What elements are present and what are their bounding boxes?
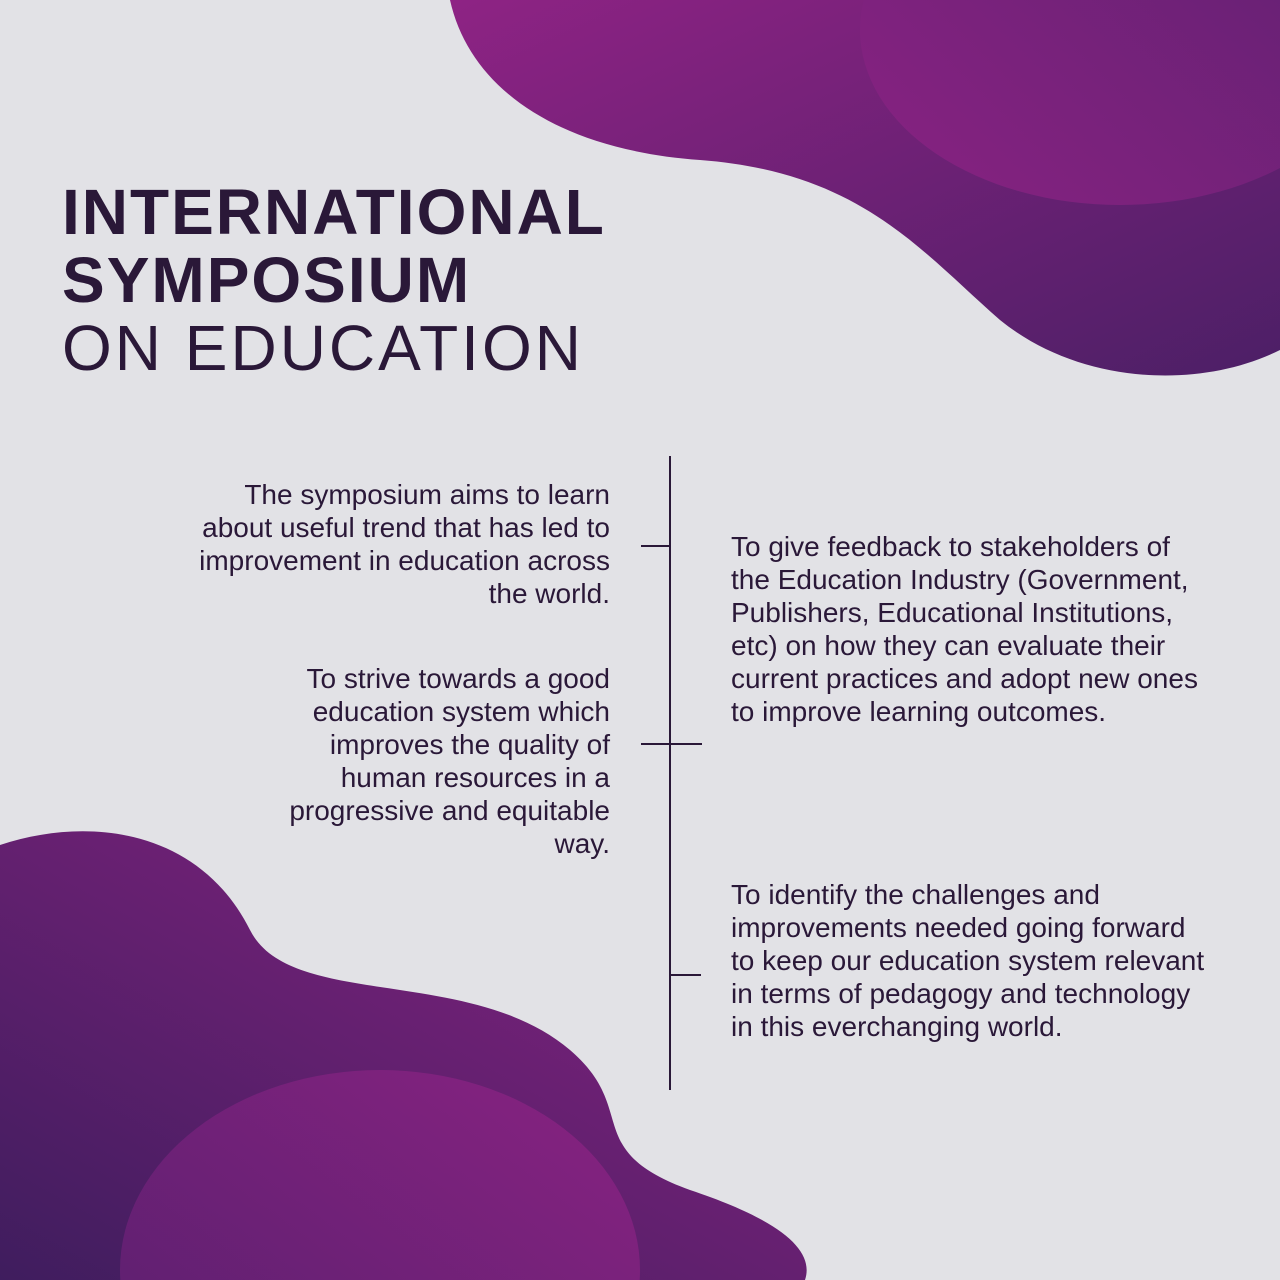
title-line-3: ON EDUCATION: [62, 312, 584, 384]
timeline-tick-2: [641, 743, 702, 745]
objective-strive: To strive towards a good education system which improves the quality of human resources in a progressive and equitable way.: [289, 663, 610, 859]
timeline-tick-3: [669, 974, 701, 976]
title-line-2: SYMPOSIUM: [62, 244, 472, 316]
objective-feedback: To give feedback to stakeholders of the Education Industry (Government, Publishers, Educational Institutions, etc) on how they can evaluate their current practices and adopt new ones to improve learning outcomes.: [731, 531, 1198, 727]
page-title: [62, 178, 606, 382]
timeline-line: [669, 456, 671, 1090]
objective-challenges: To identify the challenges and improvements needed going forward to keep our education system relevant in terms of pedagogy and technology in this everchanging world.: [731, 879, 1205, 1042]
title-line-1: INTERNATIONAL: [62, 176, 606, 248]
objective-aim: The symposium aims to learn about useful trend that has led to improvement in education across the world.: [199, 479, 610, 609]
timeline-tick-1: [641, 545, 671, 547]
